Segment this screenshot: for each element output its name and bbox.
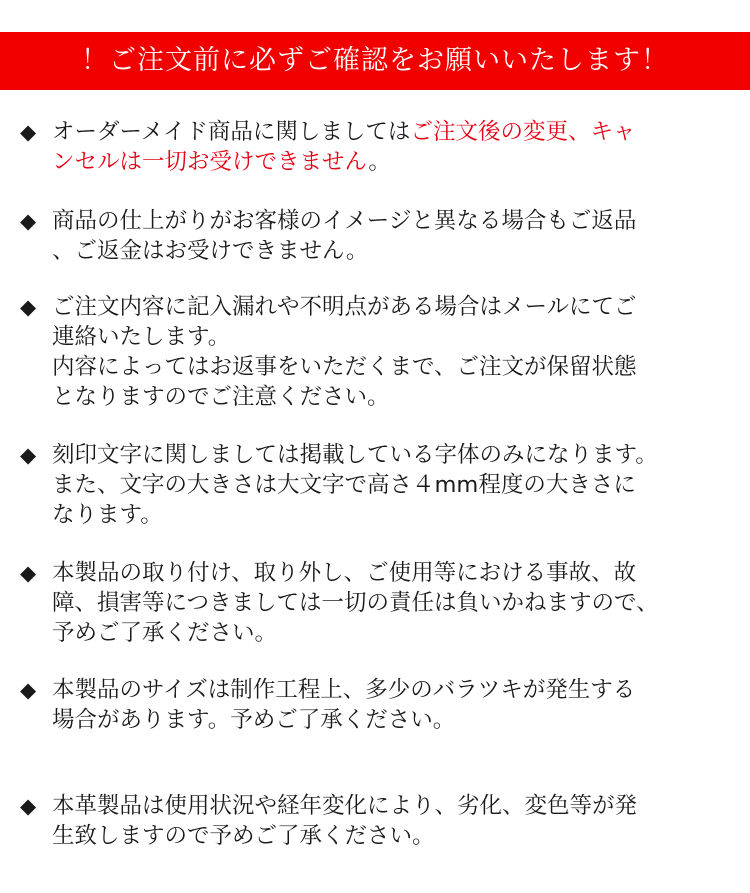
notice-line: 商品の仕上がりがお客様のイメージと異なる場合もご返品 — [52, 208, 637, 234]
diamond-bullet-icon: ◆ — [20, 120, 37, 144]
notice-line: 場合があります。予めご了承ください。 — [52, 707, 456, 733]
notice-line: また、文字の大きさは大文字で高さ４mm程度の大きさに — [52, 472, 636, 498]
notice-line: 刻印文字に関しましては掲載している字体のみになります。 — [52, 442, 658, 468]
notice-line — [52, 117, 742, 147]
diamond-bullet-icon: ◆ — [20, 295, 37, 319]
notice-text: 。 — [368, 149, 391, 175]
notice-warning-text: ご注文後の変更、キャ — [410, 119, 636, 145]
notice-line: 連絡いたします。 — [52, 324, 231, 350]
notice-warning-text: ンセルは一切お受けできません — [52, 149, 369, 175]
diamond-bullet-icon: ◆ — [20, 443, 37, 467]
notice-line: 本革製品は使用状況や経年変化により、劣化、変色等が発 — [52, 793, 638, 819]
notice-text: オーダーメイド商品に関しましては — [52, 119, 411, 145]
notice-line: 障、損害等につきましては一切の責任は負いかねますので、 — [52, 590, 659, 616]
notice-line: なります。 — [52, 502, 163, 528]
notice-line: 内容によってはお返事をいただくまで、ご注文が保留状態 — [52, 354, 637, 380]
diamond-bullet-icon: ◆ — [20, 794, 37, 818]
diamond-bullet-icon: ◆ — [20, 209, 37, 233]
diamond-bullet-icon: ◆ — [20, 561, 37, 585]
notice-line: 、ご返金はお受けできません。 — [52, 238, 369, 264]
diamond-bullet-icon: ◆ — [20, 678, 37, 702]
notice-line: 予めご了承ください。 — [52, 620, 278, 646]
notice-line — [52, 147, 742, 177]
notice-line: ご注文内容に記入漏れや不明点がある場合はメールにてご — [52, 294, 637, 320]
notice-line: 本製品の取り付け、取り外し、ご使用等における事故、故 — [52, 560, 637, 586]
notice-banner: ！ご注文前に必ずご確認をお願いいたします！ — [0, 32, 750, 90]
notice-line: 本製品のサイズは制作工程上、多少のバラツキが発生する — [52, 677, 636, 703]
notice-line: となりますのでご注意ください。 — [52, 384, 390, 410]
notice-line: 生致しますので予めご了承ください。 — [52, 823, 435, 849]
